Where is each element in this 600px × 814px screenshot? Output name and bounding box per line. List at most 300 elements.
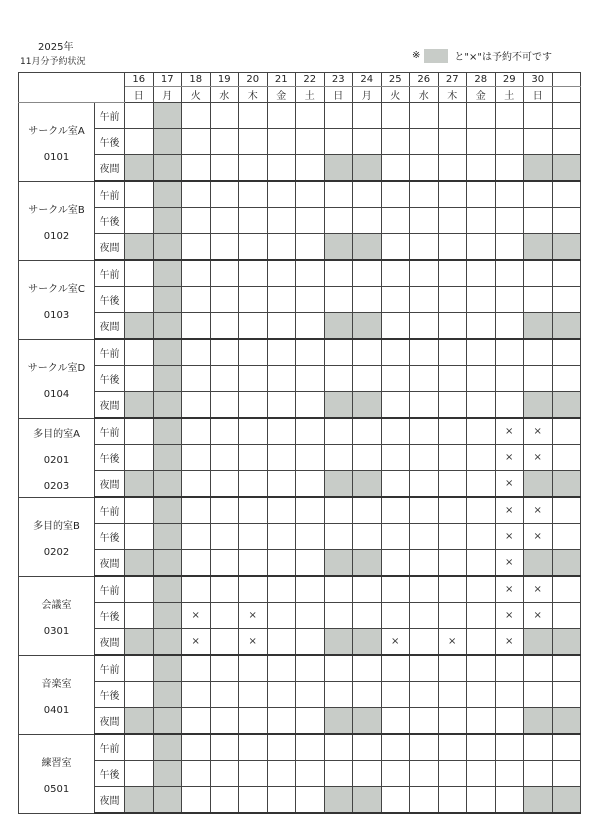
reservation-cell (153, 550, 182, 577)
reservation-cell (353, 629, 382, 656)
reservation-cell (381, 524, 410, 550)
reservation-cell (324, 524, 353, 550)
reservation-cell (524, 234, 553, 261)
reservation-cell (239, 524, 268, 550)
reservation-cell (125, 734, 154, 761)
reservation-cell (552, 155, 581, 182)
reservation-cell (239, 445, 268, 471)
reservation-cell (153, 339, 182, 366)
reservation-cell (239, 234, 268, 261)
reservation-cell (524, 629, 553, 656)
time-slot-label: 午後 (95, 129, 125, 155)
reservation-cell (438, 497, 467, 524)
reservation-cell (210, 682, 239, 708)
reservation-cell (353, 339, 382, 366)
reservation-cell (353, 313, 382, 340)
reservation-cell (524, 129, 553, 155)
reservation-cell (267, 471, 296, 498)
unavailable-mark: × (182, 603, 211, 629)
reservation-cell (210, 524, 239, 550)
reservation-cell (153, 682, 182, 708)
unavailable-mark: × (182, 629, 211, 656)
reservation-cell (296, 155, 325, 182)
reservation-cell (467, 181, 496, 208)
reservation-cell (495, 234, 524, 261)
reservation-cell (153, 629, 182, 656)
reservation-cell (324, 129, 353, 155)
reservation-cell (353, 181, 382, 208)
unavailable-mark: × (524, 497, 553, 524)
reservation-cell (267, 234, 296, 261)
unavailable-mark: × (239, 629, 268, 656)
reservation-cell (182, 392, 211, 419)
reservation-cell (324, 287, 353, 313)
reservation-cell (324, 550, 353, 577)
reservation-cell (239, 471, 268, 498)
day-number: 25 (381, 73, 410, 87)
day-number: 18 (182, 73, 211, 87)
reservation-cell (467, 655, 496, 682)
reservation-cell (210, 576, 239, 603)
reservation-cell (410, 550, 439, 577)
time-slot-label: 午前 (95, 339, 125, 366)
reservation-cell (524, 787, 553, 814)
room-code: 0101 (43, 152, 70, 164)
reservation-cell (182, 155, 211, 182)
reservation-cell (267, 392, 296, 419)
reservation-cell (552, 392, 581, 419)
room-code: 0301 (43, 626, 70, 637)
reservation-cell (410, 682, 439, 708)
reservation-cell (467, 629, 496, 656)
reservation-cell (410, 629, 439, 656)
reservation-cell (438, 471, 467, 498)
reservation-cell (267, 366, 296, 392)
reservation-cell (438, 550, 467, 577)
reservation-cell (410, 445, 439, 471)
reservation-cell (467, 287, 496, 313)
reservation-cell (239, 655, 268, 682)
reservation-cell (552, 603, 581, 629)
reservation-cell (153, 445, 182, 471)
reservation-cell (467, 155, 496, 182)
reservation-cell (153, 761, 182, 787)
reservation-cell (353, 287, 382, 313)
reservation-cell (153, 471, 182, 498)
reservation-table (18, 72, 581, 814)
reservation-cell (267, 629, 296, 656)
reservation-cell (267, 655, 296, 682)
reservation-cell (267, 129, 296, 155)
reservation-cell (467, 339, 496, 366)
reservation-cell (524, 708, 553, 735)
reservation-cell (153, 734, 182, 761)
unavailable-mark: × (495, 418, 524, 445)
reservation-cell (410, 418, 439, 445)
unavailable-mark: × (495, 576, 524, 603)
reservation-cell (438, 208, 467, 234)
room-label (19, 339, 95, 418)
reservation-cell (125, 260, 154, 287)
reservation-cell (438, 445, 467, 471)
reservation-cell (467, 497, 496, 524)
reservation-cell (438, 260, 467, 287)
reservation-cell (125, 392, 154, 419)
reservation-cell (153, 418, 182, 445)
unavailable-mark: × (381, 629, 410, 656)
reservation-cell (467, 129, 496, 155)
reservation-cell (296, 497, 325, 524)
reservation-cell (182, 103, 211, 129)
unavailable-mark: × (495, 603, 524, 629)
reservation-cell (324, 603, 353, 629)
reservation-cell (296, 181, 325, 208)
reservation-cell (467, 260, 496, 287)
time-slot-label: 午後 (95, 287, 125, 313)
reservation-cell (552, 339, 581, 366)
reservation-cell (438, 524, 467, 550)
reservation-cell (438, 708, 467, 735)
reservation-cell (153, 787, 182, 814)
reservation-cell (324, 155, 353, 182)
reservation-cell (267, 181, 296, 208)
reservation-cell (381, 787, 410, 814)
reservation-cell (182, 418, 211, 445)
day-number: 16 (125, 73, 154, 87)
reservation-cell (495, 208, 524, 234)
reservation-cell (381, 103, 410, 129)
time-slot-label: 午前 (95, 181, 125, 208)
reservation-cell (353, 471, 382, 498)
reservation-cell (153, 576, 182, 603)
reservation-cell (467, 787, 496, 814)
reservation-cell (467, 603, 496, 629)
reservation-cell (438, 366, 467, 392)
reservation-cell (182, 655, 211, 682)
reservation-cell (125, 234, 154, 261)
reservation-cell (381, 260, 410, 287)
reservation-cell (153, 366, 182, 392)
time-slot-label: 夜間 (95, 787, 125, 814)
reservation-cell (324, 655, 353, 682)
reservation-cell (296, 524, 325, 550)
day-number: 20 (239, 73, 268, 87)
room-name: 練習室 (41, 758, 72, 769)
reservation-cell (239, 181, 268, 208)
day-number: 23 (324, 73, 353, 87)
day-number (552, 73, 581, 87)
room-label (19, 497, 95, 576)
reservation-cell (524, 682, 553, 708)
reservation-cell (267, 761, 296, 787)
reservation-cell (467, 445, 496, 471)
unavailable-mark: × (495, 497, 524, 524)
reservation-cell (324, 734, 353, 761)
reservation-cell (552, 576, 581, 603)
reservation-cell (239, 260, 268, 287)
reservation-cell (267, 313, 296, 340)
room-code: 0202 (43, 547, 70, 558)
reservation-cell (495, 392, 524, 419)
reservation-cell (524, 734, 553, 761)
reservation-cell (381, 603, 410, 629)
reservation-cell (381, 550, 410, 577)
reservation-cell (552, 366, 581, 392)
time-slot-label: 午後 (95, 761, 125, 787)
reservation-cell (552, 550, 581, 577)
reservation-cell (182, 129, 211, 155)
reservation-cell (296, 787, 325, 814)
weekday-label: 水 (210, 87, 239, 103)
reservation-cell (353, 234, 382, 261)
unavailable-mark: × (495, 524, 524, 550)
reservation-cell (153, 129, 182, 155)
time-slot-label: 夜間 (95, 392, 125, 419)
reservation-cell (182, 734, 211, 761)
reservation-cell (267, 445, 296, 471)
reservation-cell (210, 103, 239, 129)
reservation-cell (239, 734, 268, 761)
weekday-label (552, 87, 581, 103)
room-name: 多目的室A (33, 429, 80, 440)
reservation-cell (324, 629, 353, 656)
weekday-label: 木 (239, 87, 268, 103)
reservation-cell (381, 445, 410, 471)
header-month-title: 11月分予約状況 (20, 57, 86, 67)
reservation-cell (438, 418, 467, 445)
reservation-cell (239, 576, 268, 603)
time-slot-label: 夜間 (95, 629, 125, 656)
reservation-cell (125, 497, 154, 524)
reservation-cell (410, 260, 439, 287)
reservation-cell (182, 787, 211, 814)
reservation-cell (324, 103, 353, 129)
reservation-cell (153, 655, 182, 682)
reservation-cell (467, 103, 496, 129)
reservation-cell (438, 155, 467, 182)
reservation-cell (410, 366, 439, 392)
reservation-cell (125, 418, 154, 445)
reservation-cell (182, 497, 211, 524)
reservation-cell (467, 313, 496, 340)
reservation-cell (153, 392, 182, 419)
reservation-cell (210, 129, 239, 155)
reservation-cell (410, 734, 439, 761)
reservation-cell (353, 208, 382, 234)
room-name: サークル室B (28, 205, 85, 216)
reservation-cell (267, 734, 296, 761)
weekday-label: 火 (381, 87, 410, 103)
reservation-cell (524, 103, 553, 129)
reservation-cell (410, 497, 439, 524)
reservation-cell (125, 339, 154, 366)
room-name: サークル室A (28, 126, 85, 138)
reservation-cell (381, 129, 410, 155)
reservation-cell (239, 313, 268, 340)
reservation-cell (267, 787, 296, 814)
reservation-cell (467, 366, 496, 392)
reservation-cell (495, 129, 524, 155)
reservation-cell (153, 103, 182, 129)
room-label (19, 418, 95, 497)
reservation-cell (438, 761, 467, 787)
reservation-cell (210, 655, 239, 682)
reservation-cell (182, 208, 211, 234)
room-name: 音楽室 (41, 679, 72, 690)
reservation-cell (153, 181, 182, 208)
reservation-cell (210, 234, 239, 261)
reservation-cell (210, 339, 239, 366)
weekday-label: 木 (438, 87, 467, 103)
reservation-cell (438, 287, 467, 313)
reservation-cell (438, 576, 467, 603)
reservation-cell (353, 682, 382, 708)
reservation-cell (552, 418, 581, 445)
weekday-label: 日 (125, 87, 154, 103)
reservation-cell (210, 287, 239, 313)
reservation-cell (381, 471, 410, 498)
day-number: 27 (438, 73, 467, 87)
reservation-cell (239, 392, 268, 419)
reservation-cell (495, 339, 524, 366)
unavailable-mark: × (524, 576, 553, 603)
time-slot-label: 午前 (95, 734, 125, 761)
reservation-cell (125, 445, 154, 471)
reservation-cell (552, 708, 581, 735)
reservation-cell (324, 497, 353, 524)
reservation-cell (125, 524, 154, 550)
room-name: サークル室C (28, 284, 85, 295)
reservation-cell (267, 497, 296, 524)
room-code: 0501 (43, 784, 70, 795)
reservation-cell (210, 550, 239, 577)
reservation-cell (125, 287, 154, 313)
reservation-cell (410, 287, 439, 313)
room-code: 0104 (43, 389, 70, 400)
reservation-cell (353, 366, 382, 392)
reservation-cell (495, 155, 524, 182)
reservation-cell (438, 682, 467, 708)
reservation-cell (438, 734, 467, 761)
reservation-cell (267, 418, 296, 445)
reservation-cell (267, 208, 296, 234)
reservation-cell (182, 761, 211, 787)
reservation-cell (353, 787, 382, 814)
reservation-cell (524, 287, 553, 313)
reservation-cell (381, 313, 410, 340)
reservation-cell (438, 392, 467, 419)
time-slot-label: 夜間 (95, 155, 125, 182)
reservation-cell (210, 260, 239, 287)
reservation-cell (438, 603, 467, 629)
reservation-cell (153, 603, 182, 629)
reservation-cell (495, 708, 524, 735)
reservation-cell (296, 287, 325, 313)
reservation-cell (381, 155, 410, 182)
reservation-cell (296, 708, 325, 735)
reservation-cell (495, 287, 524, 313)
time-slot-label: 午前 (95, 418, 125, 445)
reservation-cell (210, 734, 239, 761)
reservation-cell (125, 313, 154, 340)
reservation-cell (125, 708, 154, 735)
room-code: 0102 (43, 231, 70, 242)
reservation-cell (296, 129, 325, 155)
weekday-label: 日 (524, 87, 553, 103)
reservation-cell (524, 155, 553, 182)
reservation-cell (153, 708, 182, 735)
reservation-cell (125, 471, 154, 498)
reservation-cell (239, 155, 268, 182)
reservation-cell (552, 734, 581, 761)
time-slot-label: 夜間 (95, 234, 125, 261)
reservation-cell (125, 576, 154, 603)
reservation-cell (353, 418, 382, 445)
reservation-cell (324, 260, 353, 287)
reservation-cell (467, 682, 496, 708)
reservation-cell (267, 339, 296, 366)
reservation-cell (324, 181, 353, 208)
reservation-cell (239, 497, 268, 524)
reservation-cell (182, 287, 211, 313)
reservation-cell (153, 524, 182, 550)
reservation-cell (552, 129, 581, 155)
legend-swatch (424, 49, 448, 63)
reservation-cell (182, 445, 211, 471)
reservation-cell (296, 629, 325, 656)
reservation-cell (495, 682, 524, 708)
reservation-cell (153, 497, 182, 524)
reservation-cell (296, 603, 325, 629)
reservation-cell (552, 524, 581, 550)
room-code: 0201 (43, 455, 70, 466)
reservation-cell (239, 708, 268, 735)
reservation-cell (552, 629, 581, 656)
reservation-cell (552, 260, 581, 287)
reservation-cell (296, 366, 325, 392)
reservation-cell (182, 260, 211, 287)
reservation-cell (125, 550, 154, 577)
reservation-cell (239, 787, 268, 814)
reservation-cell (552, 287, 581, 313)
reservation-cell (438, 129, 467, 155)
reservation-cell (182, 524, 211, 550)
reservation-cell (353, 129, 382, 155)
day-number: 28 (467, 73, 496, 87)
day-number: 17 (153, 73, 182, 87)
time-slot-label: 午後 (95, 366, 125, 392)
reservation-cell (267, 603, 296, 629)
reservation-cell (381, 418, 410, 445)
reservation-cell (125, 603, 154, 629)
reservation-cell (296, 576, 325, 603)
reservation-cell (296, 471, 325, 498)
reservation-cell (381, 208, 410, 234)
reservation-cell (182, 181, 211, 208)
reservation-cell (524, 208, 553, 234)
reservation-cell (524, 550, 553, 577)
weekday-label: 日 (324, 87, 353, 103)
reservation-cell (552, 208, 581, 234)
reservation-cell (125, 181, 154, 208)
reservation-cell (182, 471, 211, 498)
reservation-cell (324, 234, 353, 261)
room-code: 0401 (43, 705, 70, 716)
reservation-cell (381, 181, 410, 208)
reservation-cell (552, 761, 581, 787)
weekday-label: 月 (153, 87, 182, 103)
reservation-cell (524, 655, 553, 682)
